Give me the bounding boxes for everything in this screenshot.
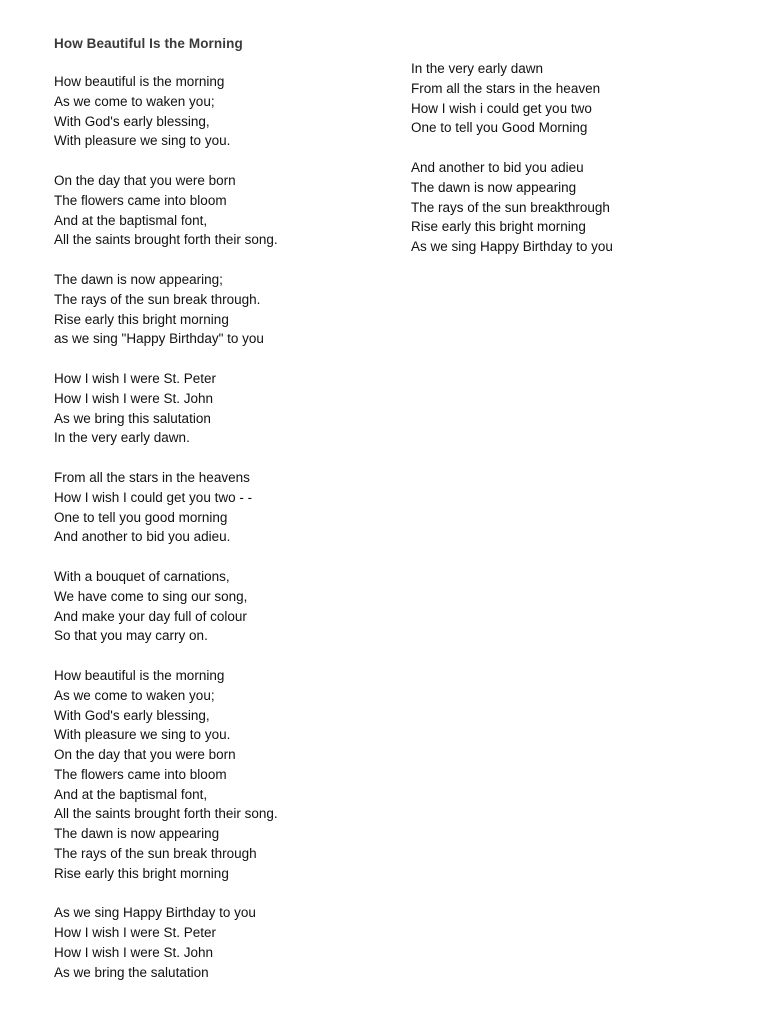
lyric-line: From all the stars in the heaven bbox=[411, 80, 601, 96]
stanza bbox=[54, 171, 384, 250]
lyric-line: The dawn is now appearing bbox=[411, 179, 577, 195]
lyric-line: The rays of the sun break through bbox=[54, 846, 257, 862]
lyric-line: From all the stars in the heavens bbox=[54, 469, 250, 485]
lyric-line: One to tell you good morning bbox=[54, 509, 228, 525]
lyric-line: In the very early dawn. bbox=[54, 430, 190, 446]
lyric-line: So that you may carry on. bbox=[54, 628, 208, 644]
lyric-line: as we sing "Happy Birthday" to you bbox=[54, 331, 264, 347]
lyric-line: And at the baptismal font, bbox=[54, 212, 208, 228]
lyric-line: And make your day full of colour bbox=[54, 608, 247, 624]
lyric-line: The rays of the sun break through. bbox=[54, 291, 261, 307]
lyric-line: On the day that you were born bbox=[54, 747, 236, 763]
lyric-line: With God's early blessing, bbox=[54, 707, 210, 723]
lyric-line: We have come to sing our song, bbox=[54, 588, 248, 604]
lyric-line: The dawn is now appearing; bbox=[54, 271, 223, 287]
lyric-line: And another to bid you adieu bbox=[411, 159, 584, 175]
lyric-line: As we come to waken you; bbox=[54, 93, 215, 109]
lyric-line: The flowers came into bloom bbox=[54, 192, 227, 208]
lyric-line: With pleasure we sing to you. bbox=[54, 133, 231, 149]
lyric-line: How beautiful is the morning bbox=[54, 667, 225, 683]
lyric-line: As we sing Happy Birthday to you bbox=[411, 239, 613, 255]
stanza bbox=[54, 270, 384, 349]
lyric-line: How beautiful is the morning bbox=[54, 74, 225, 89]
left-column bbox=[54, 72, 384, 1002]
lyric-line: How I wish I could get you two - - bbox=[54, 489, 253, 505]
lyric-line: Rise early this bright morning bbox=[54, 311, 229, 327]
stanza bbox=[54, 666, 384, 884]
lyric-line: And another to bid you adieu. bbox=[54, 529, 231, 545]
lyric-line: The rays of the sun breakthrough bbox=[411, 199, 610, 215]
lyric-line: And at the baptismal font, bbox=[54, 786, 208, 802]
lyric-line: Rise early this bright morning bbox=[54, 865, 229, 881]
stanza bbox=[411, 158, 741, 257]
lyric-line: All the saints brought forth their song. bbox=[54, 806, 278, 822]
stanza bbox=[411, 59, 741, 138]
lyric-line: The dawn is now appearing bbox=[54, 826, 220, 842]
lyric-line: All the saints brought forth their song. bbox=[54, 232, 278, 248]
lyric-line: The flowers came into bloom bbox=[54, 766, 227, 782]
lyric-line: In the very early dawn bbox=[411, 61, 544, 76]
stanza bbox=[54, 903, 384, 982]
lyric-line: As we bring the salutation bbox=[54, 964, 209, 980]
lyric-line: As we come to waken you; bbox=[54, 687, 215, 703]
stanza bbox=[54, 369, 384, 448]
document-title: How Beautiful Is the Morning bbox=[54, 36, 243, 51]
lyric-line: On the day that you were born bbox=[54, 172, 236, 188]
lyric-line: How I wish I were St. John bbox=[54, 390, 214, 406]
stanza bbox=[54, 72, 384, 151]
stanza bbox=[54, 468, 384, 547]
lyric-line: As we bring this salutation bbox=[54, 410, 211, 426]
lyric-line: With God's early blessing, bbox=[54, 113, 210, 129]
right-column bbox=[411, 59, 741, 277]
stanza bbox=[54, 567, 384, 646]
lyric-line: With pleasure we sing to you. bbox=[54, 727, 231, 743]
lyric-line: Rise early this bright morning bbox=[411, 219, 586, 235]
lyric-line: One to tell you Good Morning bbox=[411, 120, 588, 136]
lyric-line: How I wish i could get you two bbox=[411, 100, 592, 116]
lyric-line: With a bouquet of carnations, bbox=[54, 568, 230, 584]
lyric-line: How I wish I were St. John bbox=[54, 945, 214, 961]
lyric-line: How I wish I were St. Peter bbox=[54, 370, 217, 386]
lyric-line: How I wish I were St. Peter bbox=[54, 925, 217, 941]
lyric-line: As we sing Happy Birthday to you bbox=[54, 905, 256, 921]
